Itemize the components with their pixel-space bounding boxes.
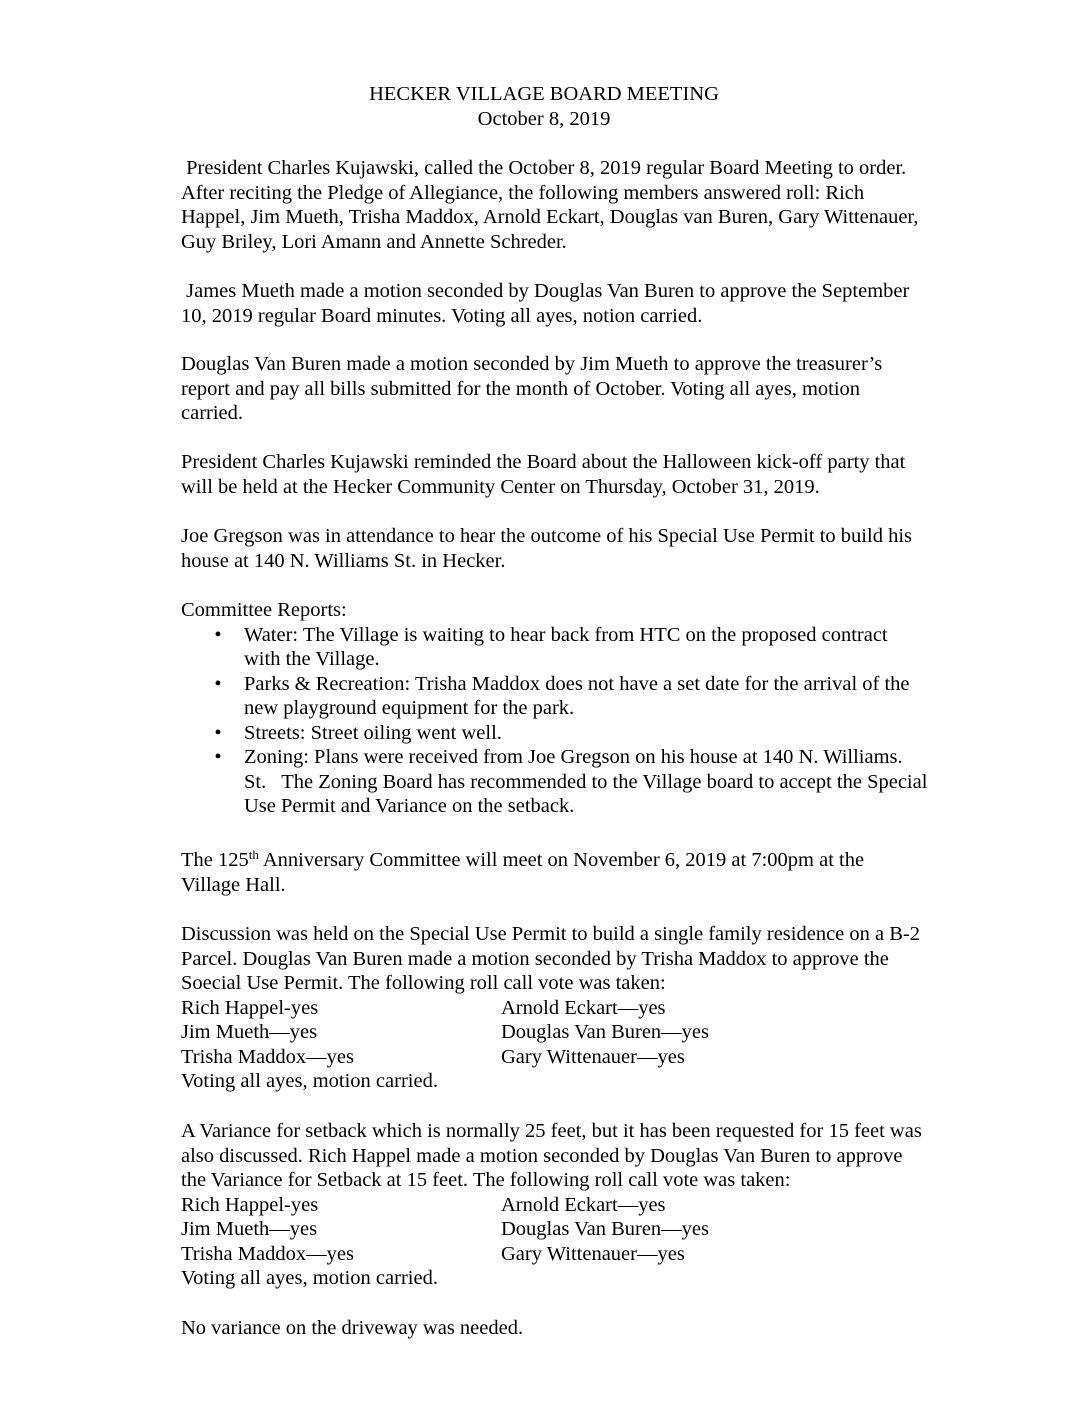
ordinal-suffix: th xyxy=(248,847,259,862)
vote-entry: Arnold Eckart—yes xyxy=(501,996,666,1019)
vote-entry: Douglas Van Buren—yes xyxy=(501,1218,710,1240)
special-use-permit-section xyxy=(181,922,981,1094)
text-line: house at 140 N. Williams St. in Hecker. xyxy=(181,549,506,572)
bullet-icon: • xyxy=(214,623,222,646)
text-line: A Variance for setback which is normally 25 feet, but it has been requested for 15 feet was xyxy=(181,1120,922,1142)
text-line: No variance on the driveway was needed. xyxy=(181,1317,524,1339)
text-line: 10, 2019 regular Board minutes. Voting all ayes, notion carried. xyxy=(181,304,703,327)
meeting-date: October 8, 2019 xyxy=(477,107,611,130)
text-line: will be held at the Hecker Community Center on Thursday, October 31, 2019. xyxy=(181,475,820,498)
list-item xyxy=(181,672,981,721)
text-line: Discussion was held on the Special Use Permit to build a single family residence on a B-2 xyxy=(181,923,920,945)
vote-entry: Rich Happel-yes xyxy=(181,1193,319,1216)
halloween-paragraph xyxy=(181,450,981,499)
call-to-order-paragraph xyxy=(181,156,981,254)
text-line: President Charles Kujawski reminded the Board about the Halloween kick-off party that xyxy=(181,451,906,473)
document-header xyxy=(0,82,1088,131)
text-line: also discussed. Rich Happel made a motion seconded by Douglas Van Buren to approve xyxy=(181,1144,903,1167)
text-line: Parcel. Douglas Van Buren made a motion seconded by Trisha Maddox to approve the xyxy=(181,947,889,970)
vote-entry: Trisha Maddox—yes xyxy=(181,1242,354,1265)
text-line: Soecial Use Permit. The following roll call vote was taken: xyxy=(181,972,666,994)
anniversary-paragraph xyxy=(181,848,981,897)
bullet-icon: • xyxy=(214,672,222,695)
text-line: Village Hall. xyxy=(181,873,286,896)
committee-reports-section xyxy=(181,598,981,819)
vote-result: Voting all ayes, motion carried. xyxy=(181,1070,438,1092)
text-line: Parks & Recreation: Trisha Maddox does not have a set date for the arrival of the xyxy=(244,672,910,695)
vote-entry: Arnold Eckart—yes xyxy=(501,1193,666,1216)
text-line: Guy Briley, Lori Amann and Annette Schreder. xyxy=(181,230,567,253)
vote-entry: Jim Mueth—yes xyxy=(181,1021,318,1043)
vote-entry: Douglas Van Buren—yes xyxy=(501,1021,710,1043)
treasurer-report-paragraph xyxy=(181,352,981,426)
committee-reports-list xyxy=(181,623,981,819)
text-line: report and pay all bills submitted for the month of October. Voting all ayes, motion xyxy=(181,377,861,400)
list-item xyxy=(181,623,981,672)
driveway-note xyxy=(181,1316,981,1341)
vote-result: Voting all ayes, motion carried. xyxy=(181,1267,438,1289)
bullet-icon: • xyxy=(214,746,222,768)
vote-entry: Rich Happel-yes xyxy=(181,996,319,1019)
roll-call-row xyxy=(181,1242,981,1267)
vote-entry: Jim Mueth—yes xyxy=(181,1218,318,1240)
anniversary-text-pre: The 125 xyxy=(181,849,249,871)
document-title: HECKER VILLAGE BOARD MEETING xyxy=(369,83,719,105)
text-line: James Mueth made a motion seconded by Douglas Van Buren to approve the September xyxy=(181,280,910,302)
text-line: Water: The Village is waiting to hear back from HTC on the proposed contract xyxy=(244,623,888,646)
text-line: Streets: Street oiling went well. xyxy=(244,721,502,744)
text-line: Joe Gregson was in attendance to hear the outcome of his Special Use Permit to build his xyxy=(181,525,912,547)
roll-call-row xyxy=(181,1020,981,1045)
committee-reports-heading: Committee Reports: xyxy=(181,599,347,621)
text-line: new playground equipment for the park. xyxy=(244,697,575,719)
vote-entry: Trisha Maddox—yes xyxy=(181,1045,354,1068)
list-item xyxy=(181,721,981,746)
vote-entry: Gary Wittenauer—yes xyxy=(501,1242,685,1265)
list-item xyxy=(181,745,981,819)
text-line: Use Permit and Variance on the setback. xyxy=(244,795,575,817)
text-line: St. The Zoning Board has recommended to the Village board to accept the Special xyxy=(244,770,928,793)
text-line: with the Village. xyxy=(244,648,380,670)
roll-call-row xyxy=(181,1217,981,1242)
minutes-approval-paragraph xyxy=(181,279,981,328)
vote-entry: Gary Wittenauer—yes xyxy=(501,1045,685,1068)
roll-call-row xyxy=(181,1193,981,1218)
gregson-attendance-paragraph xyxy=(181,524,981,573)
text-line: President Charles Kujawski, called the October 8, 2019 regular Board Meeting to order. xyxy=(181,157,907,179)
bullet-icon: • xyxy=(214,721,222,744)
roll-call-row xyxy=(181,996,981,1021)
text-line: Zoning: Plans were received from Joe Gregson on his house at 140 N. Williams. xyxy=(244,746,903,768)
text-line: Happel, Jim Mueth, Trisha Maddox, Arnold Eckart, Douglas van Buren, Gary Wittenauer, xyxy=(181,206,919,228)
text-line: the Variance for Setback at 15 feet. The following roll call vote was taken: xyxy=(181,1169,791,1191)
text-line xyxy=(181,848,981,873)
text-line: After reciting the Pledge of Allegiance, the following members answered roll: Rich xyxy=(181,181,865,204)
roll-call-row xyxy=(181,1045,981,1070)
text-line: Douglas Van Buren made a motion seconded by Jim Mueth to approve the treasurer’s xyxy=(181,353,883,375)
variance-section xyxy=(181,1119,981,1291)
anniversary-text-post: Anniversary Committee will meet on November 6, 2019 at 7:00pm at the xyxy=(258,849,865,871)
text-line: carried. xyxy=(181,402,244,424)
